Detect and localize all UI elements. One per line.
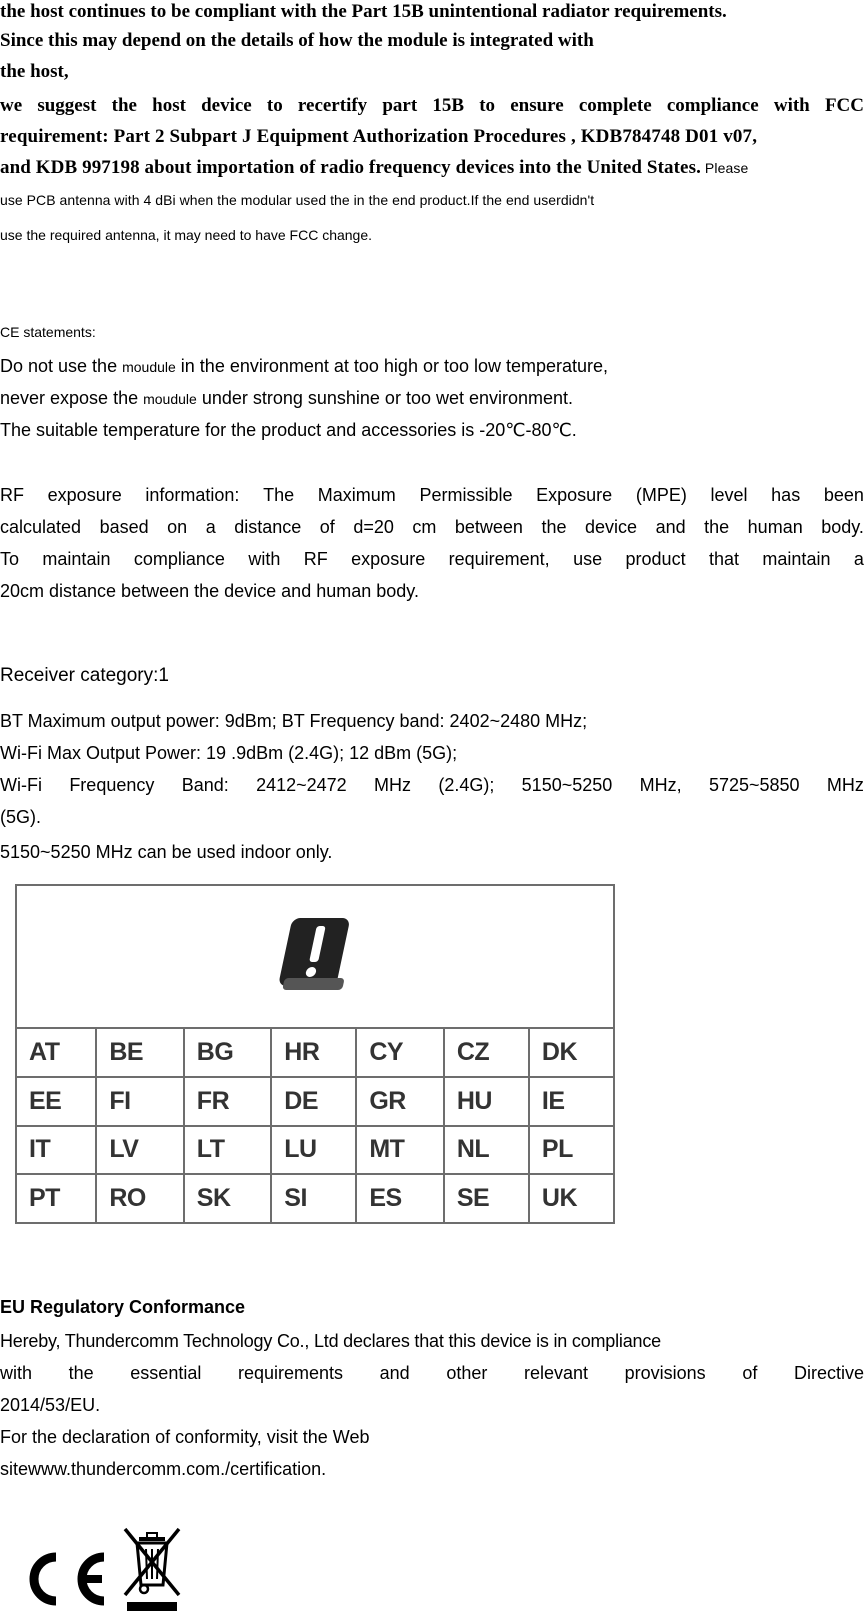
fcc-line-4-word: the [111,95,137,116]
fcc-line-3: the host, [0,61,69,82]
ce-line-1-b: moudule [122,359,176,375]
country-code-lv: LV [96,1126,183,1175]
rf-line-3-word: maintain [762,549,831,569]
wifi-band-word: MHz, [639,775,682,795]
country-code-it: IT [16,1126,96,1175]
ce-line-2-c: under strong sunshine or too wet environment. [196,388,574,408]
country-code-pt: PT [16,1174,96,1223]
country-table [15,1027,615,1224]
wifi-band-word: 5150~5250 [521,775,613,795]
eu-line-2-word: of [742,1363,758,1383]
rf-line-2-word: d=20 [353,517,394,537]
country-code-mt: MT [356,1126,443,1175]
country-code-cz: CZ [444,1028,529,1077]
fcc-line-6-tail: Please [700,160,749,176]
fcc-line-4-word: we [0,95,23,116]
fcc-line-7: use PCB antenna with 4 dBi when the modular used the in the end product.If the end userdidn't [0,192,595,208]
alert-sign-icon [267,906,367,1006]
rf-line-2-word: cm [412,517,437,537]
fcc-line-4-word: ensure [510,95,564,116]
wifi-band-word: Wi-Fi [0,775,42,795]
ce-line-2 [0,384,573,413]
rf-line-2-word: device [585,517,638,537]
ce-line-2-a: never expose the [0,388,144,408]
fcc-line-4-word: host [152,95,186,116]
rf-line-2-word: between [454,517,523,537]
fcc-line-4-word: part [382,95,418,116]
rf-line-3-word: that [708,549,740,569]
fcc-line-4-word: complete [578,95,652,116]
rf-line-3-word: use [573,549,603,569]
wifi-band-word: (2.4G); [438,775,495,795]
compliance-logos [12,1525,192,1614]
rf-line-1-word: exposure [47,485,122,505]
wifi-power: Wi-Fi Max Output Power: 19 .9dBm (2.4G); 12 dBm (5G); [0,743,458,763]
bt-power: BT Maximum output power: 9dBm; BT Frequency band: 2402~2480 MHz; [0,711,588,731]
receiver-category: Receiver category:1 [0,665,169,686]
eu-heading: EU Regulatory Conformance [0,1297,246,1317]
eu-line-3: 2014/53/EU. [0,1395,101,1415]
wifi-band-word: 5725~5850 [708,775,800,795]
country-code-de: DE [271,1077,356,1126]
country-row [16,1174,614,1223]
fcc-line-4-word: device [201,95,252,116]
eu-line-2-word: and [379,1363,410,1383]
eu-line-2-word: provisions [624,1363,706,1383]
eu-line-4: For the declaration of conformity, visit the Web [0,1427,370,1447]
fcc-line-6 [0,155,748,181]
ce-line-2-b: moudule [143,391,197,407]
rf-line-3-word: RF [303,549,328,569]
country-code-uk: UK [529,1174,614,1223]
eu-line-2 [0,1359,864,1387]
rf-line-3-word: To [0,549,20,569]
rf-line-1 [0,481,864,509]
country-code-fi: FI [96,1077,183,1126]
rf-line-2-word: body. [821,517,864,537]
fcc-line-4-word: to [479,95,496,116]
rf-line-3-word: with [248,549,281,569]
country-code-lu: LU [271,1126,356,1175]
ce-line-1-a: Do not use the [0,356,123,376]
eu-line-1: Hereby, Thundercomm Technology Co., Ltd declares that this device is in compliance [0,1331,661,1351]
country-code-se: SE [444,1174,529,1223]
weee-bin-icon [117,1525,187,1614]
wifi-band-line [0,771,864,799]
rf-line-3-word: maintain [42,549,111,569]
eu-line-2-word: relevant [523,1363,589,1383]
rf-line-3 [0,545,864,573]
rf-line-2-word: based [99,517,149,537]
rf-line-2-word: human [747,517,803,537]
rf-line-1-word: The [263,485,295,505]
wifi-band-word: Band: [181,775,229,795]
rf-line-1-word: has [771,485,801,505]
country-code-es: ES [356,1174,443,1223]
country-code-at: AT [16,1028,96,1077]
wifi-band-tail: (5G). [0,807,42,827]
rf-line-1-word: Permissible [419,485,513,505]
rf-line-1-word: been [823,485,864,505]
eu-line-2-word: essential [130,1363,202,1383]
ce-line-1-c: in the environment at too high or too low temperature, [175,356,609,376]
country-code-bg: BG [184,1028,271,1077]
fcc-line-4 [0,93,864,119]
country-row [16,1077,614,1126]
rf-line-3-word: requirement, [448,549,550,569]
fcc-line-5: requirement: Part 2 Subpart J Equipment Authorization Procedures , KDB784748 D01 v07, [0,126,758,147]
rf-line-2 [0,513,864,541]
eu-line-2-word: the [68,1363,94,1383]
country-code-dk: DK [529,1028,614,1077]
indoor-note: 5150~5250 MHz can be used indoor only. [0,842,333,862]
country-code-fr: FR [184,1077,271,1126]
rf-line-1-word: Exposure [536,485,613,505]
eu-line-2-word: with [0,1363,33,1383]
rf-line-2-word: on [167,517,188,537]
rf-line-2-word: of [319,517,335,537]
rf-line-2-word: the [541,517,567,537]
wifi-band-word: Frequency [69,775,155,795]
fcc-line-4-word: compliance [666,95,759,116]
fcc-line-4-word: to [266,95,283,116]
country-code-sk: SK [184,1174,271,1223]
rf-line-3-word: product [625,549,686,569]
fcc-line-4-word: 15B [432,95,465,116]
rf-line-2-word: calculated [0,517,82,537]
rf-line-2-word: a [205,517,216,537]
eu-line-5: sitewww.thundercomm.com./certification. [0,1459,327,1479]
rf-line-3-word: exposure [351,549,426,569]
rf-line-4: 20cm distance between the device and human body. [0,581,419,601]
fcc-line-4-word: with [773,95,810,116]
rf-line-1-word: level [710,485,748,505]
country-code-hr: HR [271,1028,356,1077]
country-code-be: BE [96,1028,183,1077]
fcc-line-4-word: FCC [824,95,864,116]
wifi-band-word: MHz [374,775,411,795]
country-code-ee: EE [16,1077,96,1126]
country-code-ro: RO [96,1174,183,1223]
warning-cell [15,884,615,1027]
wifi-band-word: 2412~2472 [256,775,347,795]
fcc-line-8: use the required antenna, it may need to have FCC change. [0,227,373,243]
eu-line-2-word: requirements [237,1363,344,1383]
ce-line-1 [0,352,608,381]
ce-line-3: The suitable temperature for the product and accessories is -20℃-80℃. [0,420,577,440]
country-code-cy: CY [356,1028,443,1077]
fcc-line-2: Since this may depend on the details of how the module is integrated with [0,30,594,51]
fcc-line-4-word: suggest [37,95,97,116]
rf-line-2-word: the [704,517,730,537]
ce-heading: CE statements: [0,324,96,340]
country-row [16,1126,614,1175]
rf-line-3-word: a [853,549,864,569]
rf-line-2-word: and [655,517,686,537]
fcc-line-1: the host continues to be compliant with the Part 15B unintentional radiator requirements. [0,1,727,22]
eu-line-2-word: Directive [793,1363,864,1383]
rf-line-1-word: (MPE) [635,485,687,505]
country-code-nl: NL [444,1126,529,1175]
fcc-line-6-text: and KDB 997198 about importation of radio frequency devices into the United States. [0,157,701,178]
country-code-gr: GR [356,1077,443,1126]
country-row [16,1028,614,1077]
country-restriction-table [15,884,615,1224]
fcc-line-4-word: recertify [297,95,368,116]
eu-line-2-word: other [446,1363,488,1383]
country-code-pl: PL [529,1126,614,1175]
rf-line-1-word: RF [0,485,24,505]
rf-line-3-word: compliance [133,549,225,569]
country-code-lt: LT [184,1126,271,1175]
country-code-si: SI [271,1174,356,1223]
rf-line-1-word: Maximum [317,485,396,505]
rf-line-1-word: information: [145,485,240,505]
country-code-hu: HU [444,1077,529,1126]
rf-line-2-word: distance [234,517,302,537]
country-code-ie: IE [529,1077,614,1126]
wifi-band-word: MHz [826,775,864,795]
